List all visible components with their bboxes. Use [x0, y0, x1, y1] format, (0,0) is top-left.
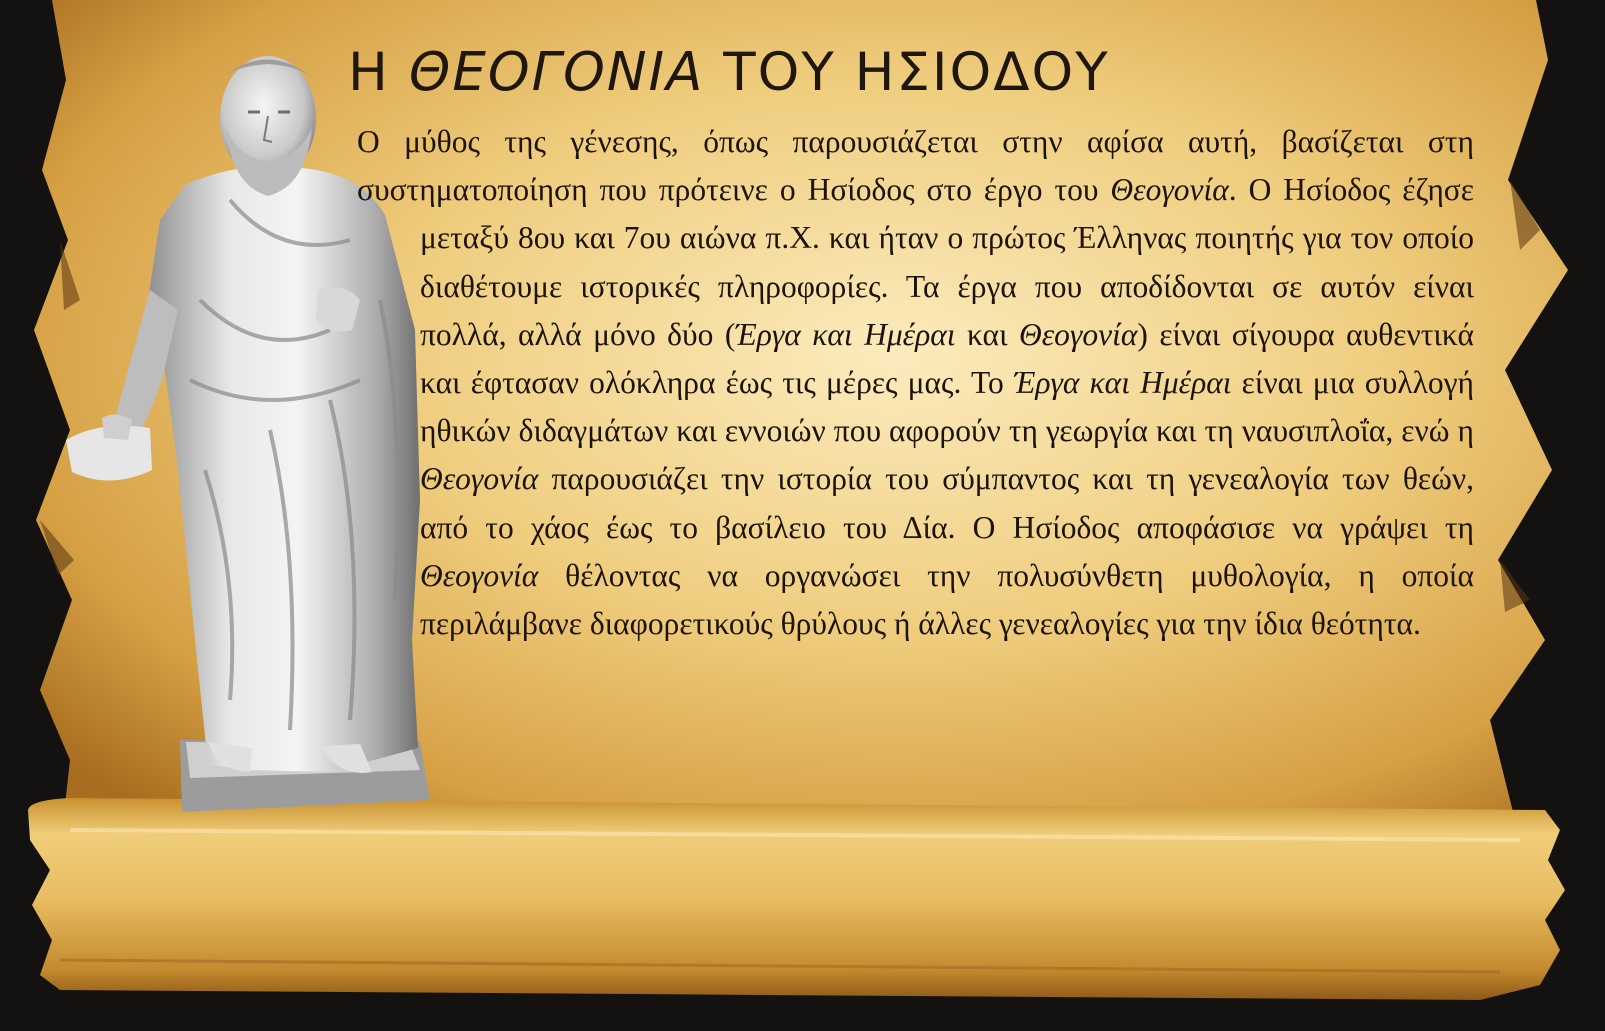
text-work-title: Θεογονία: [420, 461, 539, 497]
scroll-roll: [28, 798, 1565, 1000]
text-work-title: Έργα και Ημέραι: [735, 316, 956, 352]
text-segment: ) είναι σίγουρα αυθεντικά και έφτασαν ολόκληρα έως τις μέρες μας. Το: [420, 316, 1475, 401]
body-paragraph: [350, 118, 1474, 818]
text-work-title: Θεογονία: [1110, 172, 1229, 208]
poster-title: [348, 38, 1348, 108]
body-paragraph-text: [350, 118, 1474, 648]
text-segment: παρουσιάζει την ιστορία του σύμπαντος και τη γενεαλογία των θεών, από το χάος έως το βασίλειο του Δία. Ο Ησίοδος αποφάσισε να γράψει τη: [420, 461, 1474, 545]
text-segment: Ο μύθος της γένεσης, όπως παρουσιάζεται στην αφίσα αυτή, βασίζεται στη συστηματοποίηση που πρότεινε ο Ησίοδος στο έργο του: [357, 124, 1474, 208]
text-segment: . Ο Ησίοδος έζησε μεταξύ 8ου και 7ου αιώνα π.Χ. και ήταν ο πρώτος Έλληνας ποιητής για τον οποίο διαθέτουμε ιστορικές πληροφορίες. Τα έργα που αποδίδονται σε αυτόν είναι πολλά, αλλά μόνο δύο (: [420, 172, 1474, 352]
text-work-title: Έργα και Ημέραι: [1013, 365, 1232, 401]
title-prefix: Η: [348, 42, 409, 103]
text-segment: είναι μια συλλογή ηθικών διδαγμάτων και εννοιών που αφορούν τη γεωργία και τη ναυσιπλοΐα, ενώ η: [420, 365, 1474, 449]
text-work-title: Θεογονία: [420, 557, 539, 593]
statue-wrap-spacer: [350, 118, 420, 818]
title-theogony: ΘΕΟΓΟΝΙΑ: [408, 42, 705, 103]
text-segment: θέλοντας να οργανώσει την πολυσύνθετη μυθολογία, η οποία περιλάμβανε διαφορετικούς θρύλους ή άλλες γενεαλογίες για την ίδια θεότητα.: [420, 557, 1474, 642]
text-segment: και: [955, 316, 1020, 352]
title-suffix: ΤΟΥ ΗΣΙΟΔΟΥ: [704, 42, 1110, 103]
text-work-title: Θεογονία: [1019, 316, 1138, 352]
